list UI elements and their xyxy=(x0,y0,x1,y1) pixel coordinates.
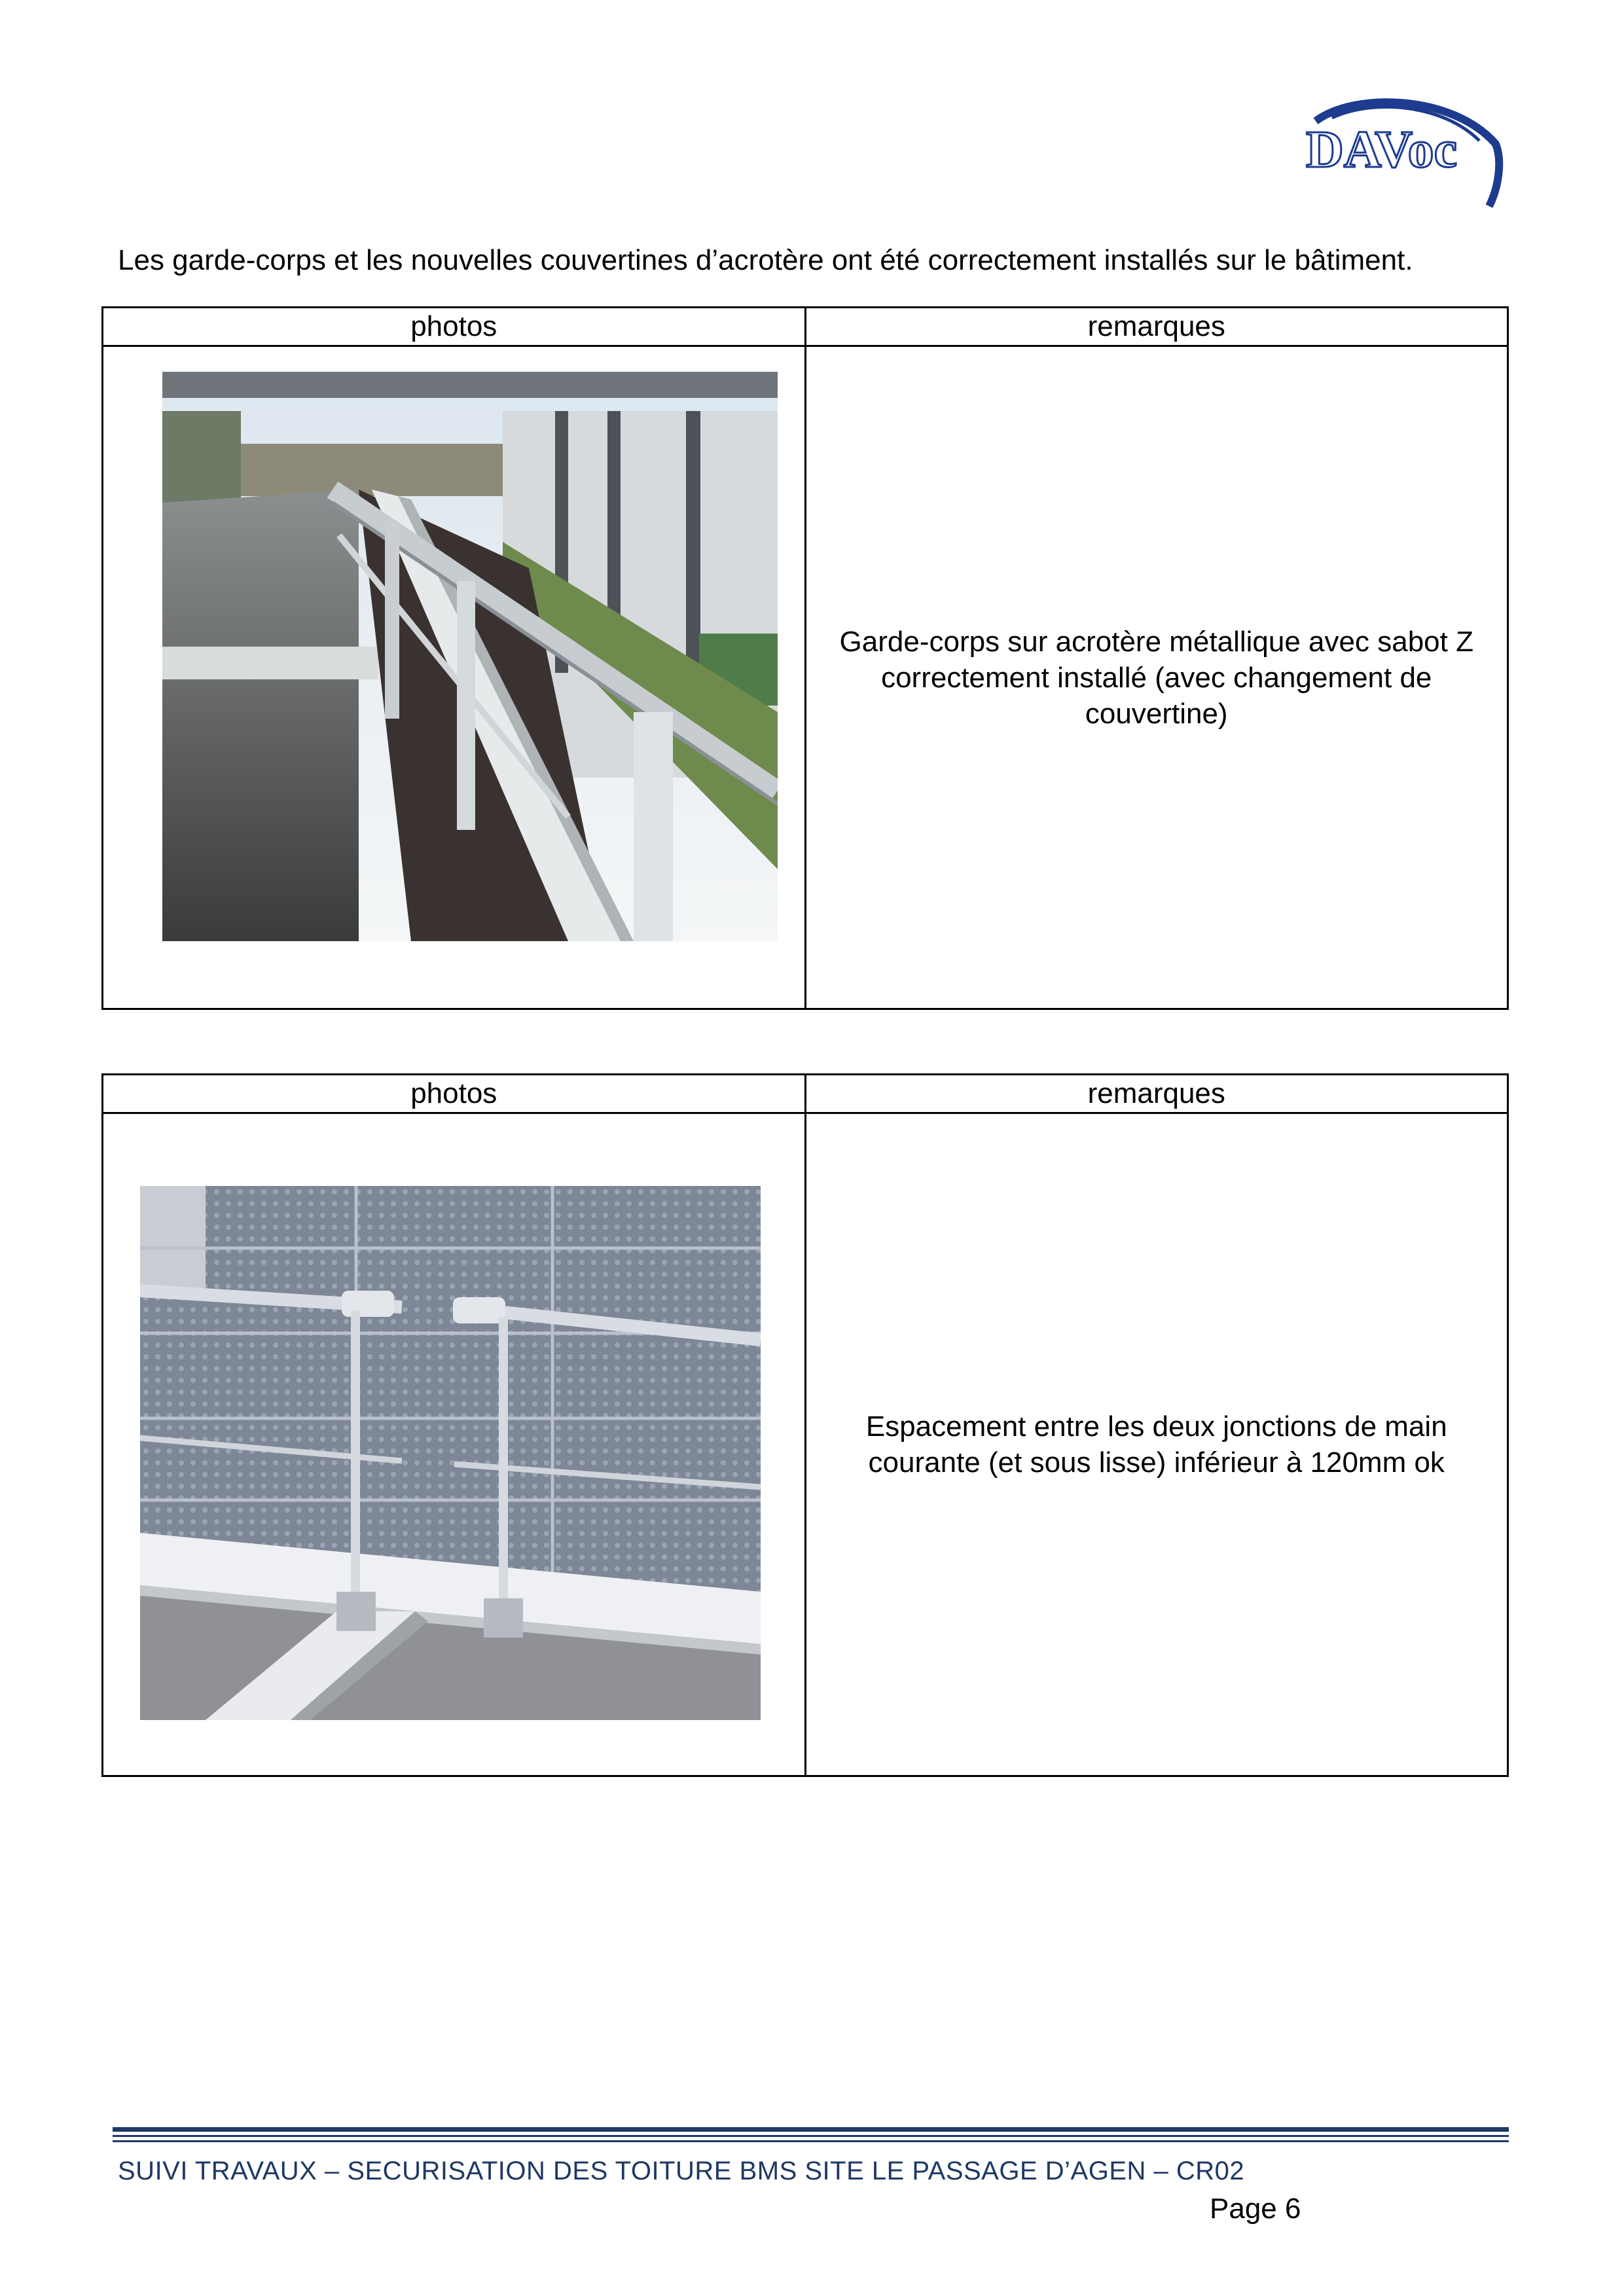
column-header-photos: photos xyxy=(103,308,806,346)
rooftop-guardrail-photo xyxy=(162,372,778,941)
footer-title: SUIVI TRAVAUX – SECURISATION DES TOITURE BMS SITE LE PASSAGE D’AGEN – CR02 xyxy=(118,2157,1245,2185)
footer-rule xyxy=(113,2140,1509,2142)
photo-cell xyxy=(103,1113,806,1776)
column-header-photos: photos xyxy=(103,1075,806,1113)
footer-rule xyxy=(113,2127,1509,2132)
photo-cell xyxy=(103,346,806,1009)
handrail-junction-photo xyxy=(140,1186,761,1720)
photo-table-1 xyxy=(101,306,1509,1010)
logo-text: DAVoc xyxy=(1306,121,1458,179)
table-row xyxy=(103,346,1508,1009)
column-header-remarks: remarques xyxy=(805,308,1508,346)
remark-cell xyxy=(805,1113,1508,1776)
table-header-row xyxy=(103,308,1508,346)
table-row xyxy=(103,1113,1508,1776)
table-header-row xyxy=(103,1075,1508,1113)
photo-table-2 xyxy=(101,1073,1509,1777)
company-logo xyxy=(1303,95,1506,213)
footer-rule xyxy=(113,2135,1509,2137)
remark-cell xyxy=(805,346,1508,1009)
column-header-remarks: remarques xyxy=(805,1075,1508,1113)
intro-paragraph: Les garde-corps et les nouvelles couvertines d’acrotère ont été correctement installés sur le bâtiment. xyxy=(118,244,1413,276)
page-number: Page 6 xyxy=(1210,2193,1301,2225)
remark-text: Garde-corps sur acrotère métallique avec sabot Z correctement installé (avec changement de couvertine) xyxy=(839,625,1473,730)
remark-text: Espacement entre les deux jonctions de main courante (et sous lisse) inférieur à 120mm ok xyxy=(865,1410,1447,1479)
